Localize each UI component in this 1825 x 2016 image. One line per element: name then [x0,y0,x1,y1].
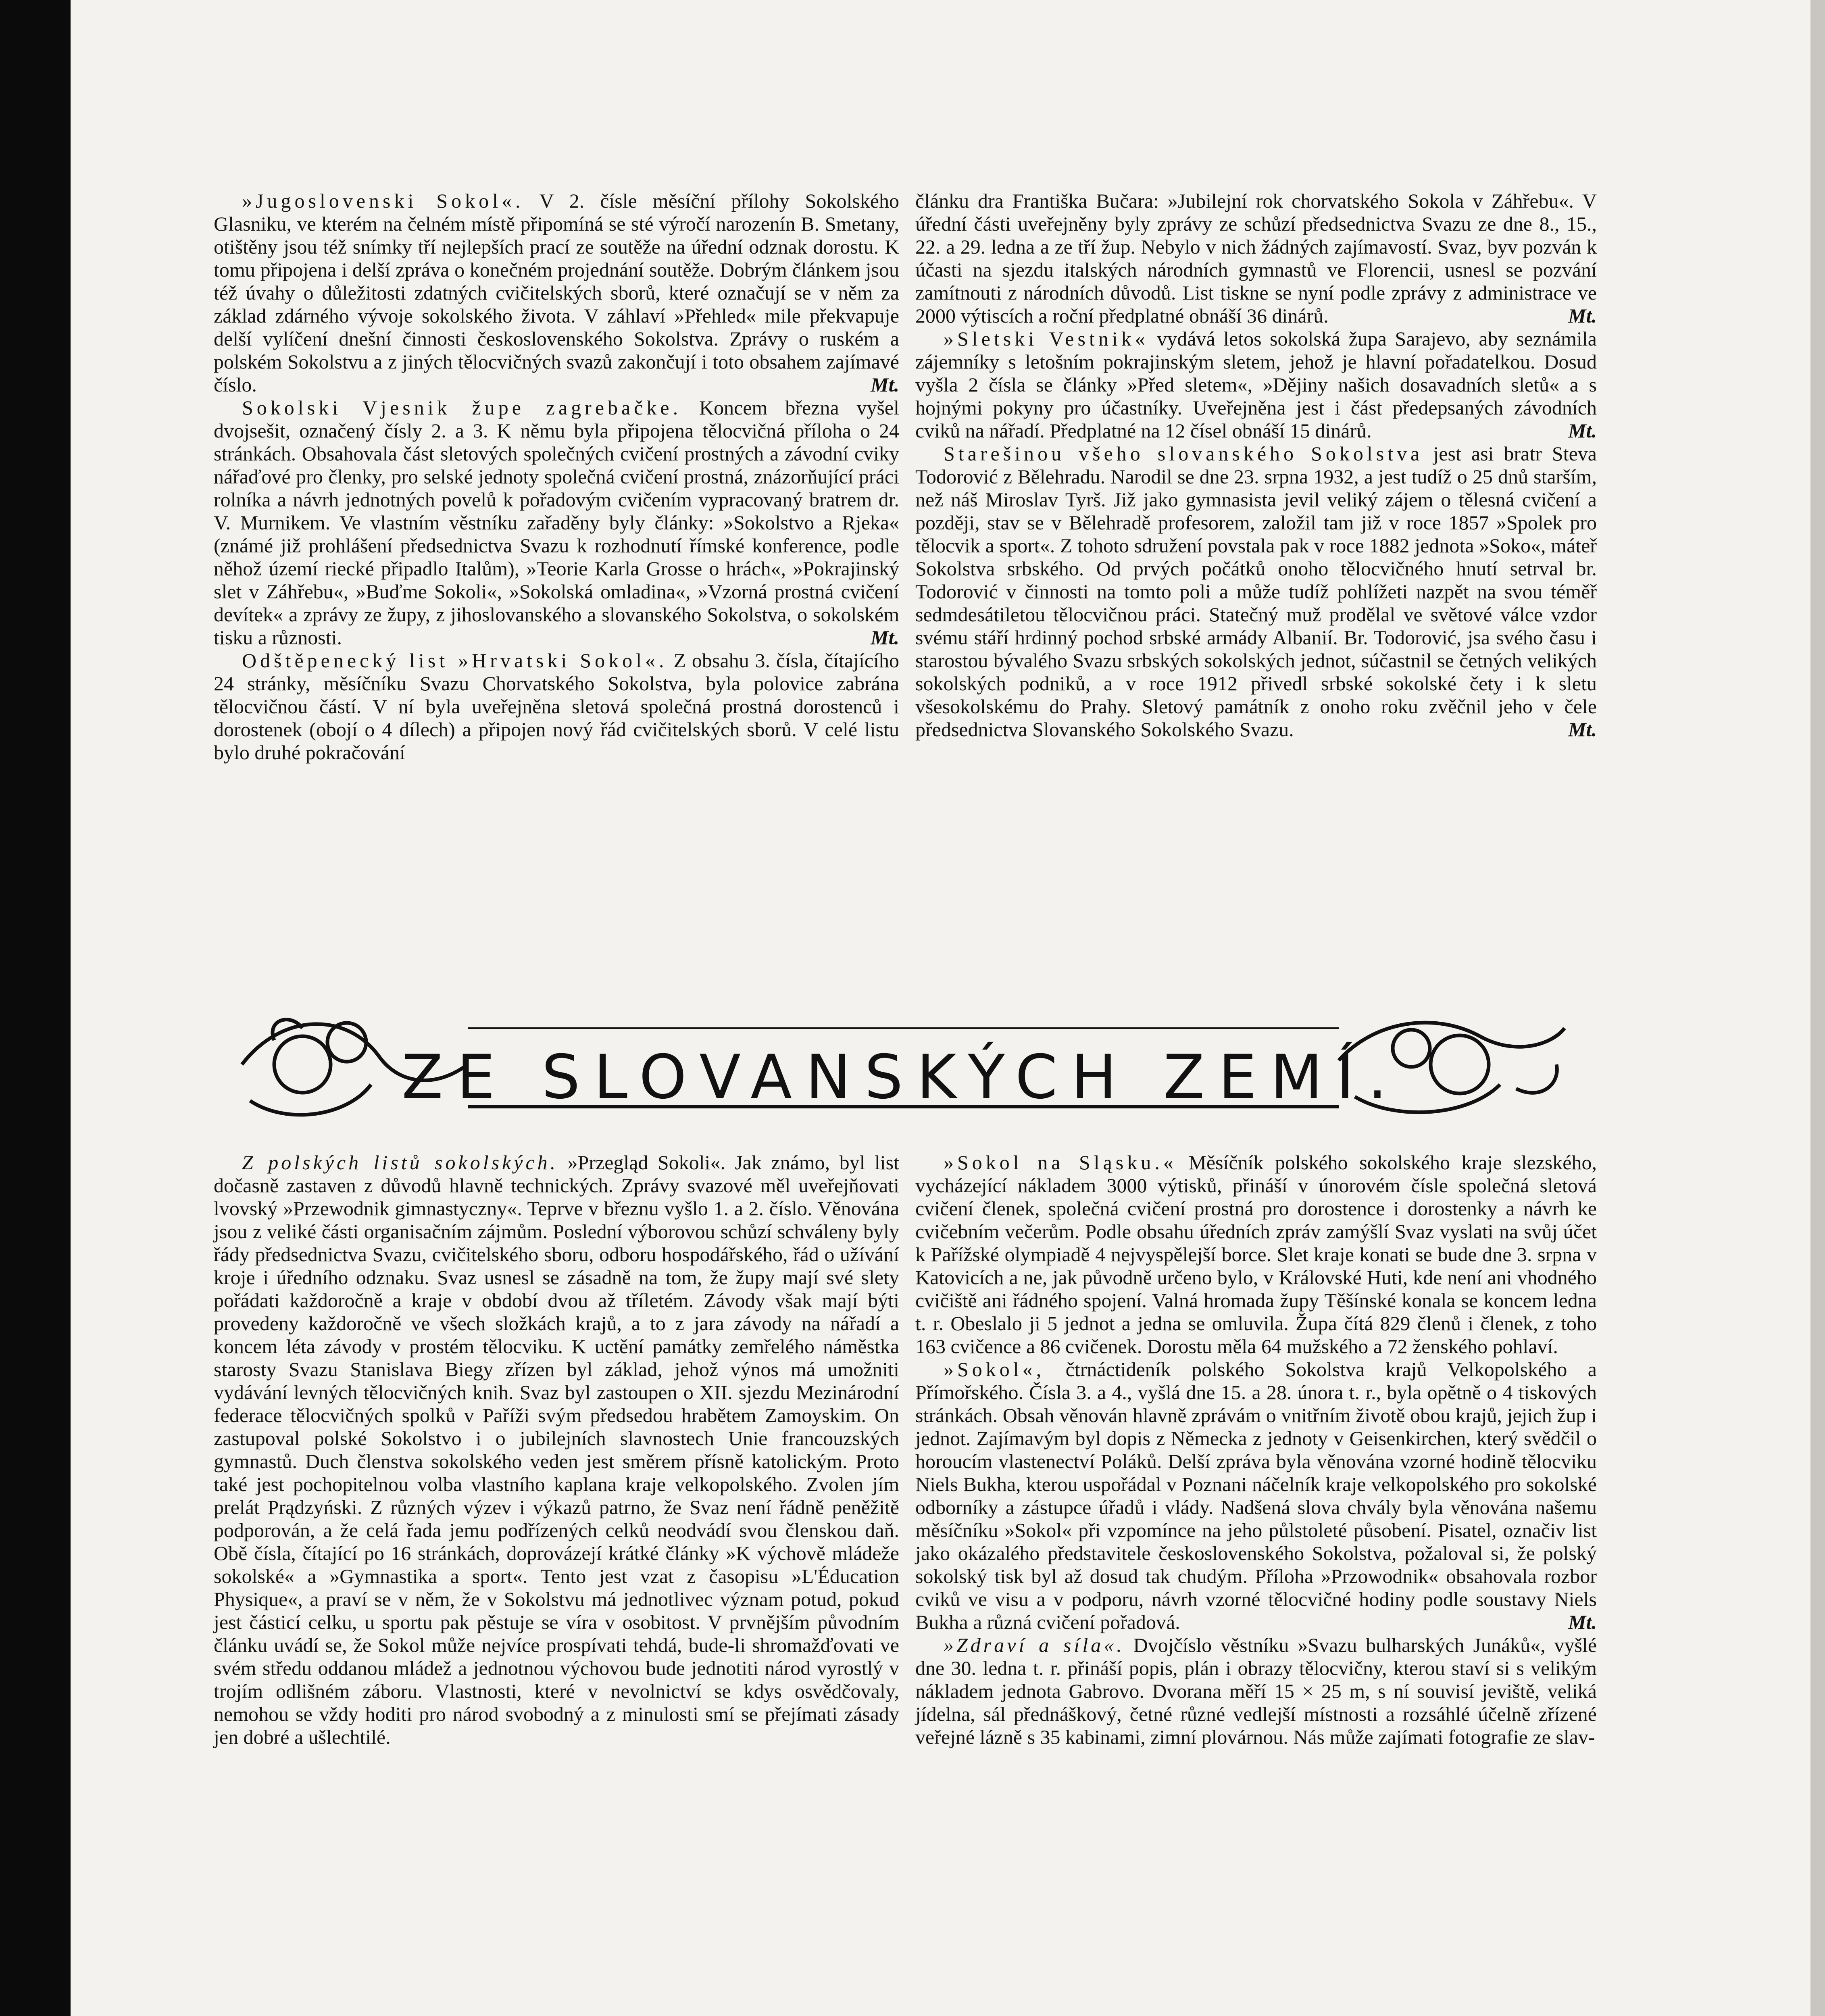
article-text: V 2. čísle měsíční přílohy Sokolského Glasniku, ve kterém na čelném místě připomíná se sté výročí narozenín B. Smetany, otištěny jsou též snímky tří nejlepších prací ze soutěže na úřední odznak dorostu. K tomu připojena i delší zpráva o konečném projednání soutěže. Dobrým článkem jsou též úvahy o důležitosti zdatných cvičitelských sborů, které označují se v něm za základ zdárného vývoje sokolského života. V záhlaví »Přehled« mile překvapuje delší vylíčení dnešní činnosti československého Sokolstva. Zprávy o ruském a polském Sokolstvu a z jiných tělocvičných svazů zakončují i toto obsahem zajímavé číslo. [214,190,899,396]
article-paragraph [915,327,1597,442]
author-signature: Mt. [1568,718,1597,741]
column-bottom-right [915,1151,1597,1749]
article-lead: Sokolski Vjesnik župe zagrebačke. [242,396,682,419]
article-lead: Odštěpenecký list »Hrvatski Sokol«. [242,649,668,672]
article-text: »Przegląd Sokoli«. Jak známo, byl list dočasně zastaven z důvodů hlavně technických. Zprávy svazové měl uveřejňovati lvovský »Przewodnik gimnastyczny«. Teprve v březnu vyšlo 1. a 2. číslo. Věnována jsou z veliké části organisačním zájmům. Poslední výborovou schůzí schváleny byly řády předsednictva Svazu, cvičitelského sboru, odboru hospodářského, řád o užívání kroje i úředního odznaku. Svaz usnesl se zásadně na tom, že župy mají své slety pořádati každoročně a kraje v období dvou až tříletém. Závody však mají býti provedeny každoročně ve všech složkách krajů, a to z jara závody na nářadí a koncem léta závody v prostém tělocviku. K uctění památky zemřelého náměstka starosty Svazu Stanislava Biegy zřízen byl základ, jehož výnos má umožniti vydávání levných tělocvičných knih. Svaz byl zastoupen o XII. sjezdu Mezinárodní federace tělocvičných spolků v Paříži svým předsedou hrabětem Zamoyskim. On zastupoval polské Sokolstvo i o jubilejních slavnostech Unie francouzských gymnastů. Duch členstva sokolského veden jest směrem přísně katolickým. Proto také jest pochopitelnou volba vlastního kaplana kraje velkopolského. Zvolen jím prelát Prądzyński. Z různých výzev i výkazů patrno, že Svaz není řádně peněžitě podporován, a že celá řada jemu podřízených celků neodvádí svou členskou daň. Obě čísla, čítající po 16 stránkách, doprovázejí krátké články »K výchově mládeže sokolské« a »Gymnastika a sport«. Tento jest vzat z časopisu »L'Éducation Physique«, a praví se v něm, že v Sokolstvu má jednotlivec význam potud, pokud jest částicí celku, u sportu pak pěstuje se víra v osobitost. V prvnějším původním článku uvádí se, že Sokol může nejvíce prospívati tehdá, bude-li shromažďovati ve svém středu oddanou mládež a jednotnou výchovou bude jednotiti národ vyrostlý v trojím odlišném záboru. Vlastnosti, které v nevolnictví se kdys osvědčovaly, nemohou se vždy hoditi pro národ svobodný a z minulosti smí se přejímati zásady jen dobré a ušlechtilé. [214,1151,899,1748]
author-signature: Mt. [1568,304,1597,327]
section-heading-banner [226,1004,1577,1125]
author-signature: Mt. [871,626,899,649]
article-paragraph [915,1634,1597,1749]
article-text: jest asi bratr Steva Todorović z Bělehradu. Narodil se dne 23. srpna 1932, a jest tudíž o 25 dnů starším, než náš Miroslav Tyrš. Již jako gymnasista jevil veliký zájem o tělesná cvičení a později, stav se v Bělehradě profesorem, založil tam již v roce 1857 »Spolek pro tělocvik a sport«. Z tohoto sdružení povstala pak v roce 1882 jednota »Soko«, máteř Sokolstva srbského. Od prvých počátků onoho tělocvičného hnutí setrval br. Todorović v činnosti na tomto poli a může tudíž pohlížeti nazpět na svou téměř sedmdesátiletou tělocvičnou práci. Statečný muž prodělal ve světové válce vzdor svému stáří hrdinný pochod srbské armády Albanií. Br. Todorović, jsa svého času i starostou bývalého Svazu srbských sokolských jednot, súčastnil se četných velikých sokolských podniků, a v roce 1912 přivedl srbské sokolské čety i k sletu všesokolskému do Prahy. Sletový památník z onoho roku zvěčnil jeho v čele předsednictva Slovanského Sokolského Svazu. [915,442,1597,741]
article-paragraph [915,190,1597,327]
scan-border-left [0,0,71,2016]
article-paragraph [214,649,899,764]
article-lead: »Zdraví a síla«. [944,1634,1125,1656]
article-paragraph [214,1151,899,1749]
article-text: článku dra Františka Bučara: »Jubilejní rok chorvatského Sokola v Záhřebu«. V úřední části uveřejněny byly zprávy ze schůzí předsednictva Svazu ze dne 8., 15., 22. a 29. ledna a ze tří žup. Nebylo v nich žádných zajímavostí. Svaz, byv pozván k účasti na sjezdu italských národních gymnastů ve Florencii, usnesl se pozvání zamítnouti z národních důvodů. List tiskne se nyní podle zprávy z administrace ve 2000 výtiscích a roční předplatné obnáší 36 dinárů. [915,190,1597,327]
article-lead: Starešinou všeho slovanského Sokolstva [944,442,1423,465]
article-text: Dvojčíslo věstníku »Svazu bulharských Junáků«, vyšlé dne 30. ledna t. r. přináší popis, plán i obrazy tělocvičny, kterou staví si s velikým nákladem jednota Gabrovo. Dvorana měří 15 × 25 m, s ní souvisí jeviště, veliká jídelna, sál přednáškový, četné různé vedlejší místnosti a rozsáhlé účelně zřízené veřejné lázně s 35 kabinami, zimní plovárnou. Nás může zajímati fotografie ze slav- [915,1634,1597,1748]
article-lead: »Sokol«, [944,1358,1045,1381]
section-heading: ZE SLOVANSKÝCH ZEMÍ. [402,1042,1401,1112]
author-signature: Mt. [871,373,899,396]
article-paragraph [915,442,1597,741]
article-lead: »Sletski Vestnik« [944,327,1149,350]
author-signature: Mt. [1568,1611,1597,1633]
article-paragraph [214,190,899,396]
article-text: Koncem března vyšel dvojsešit, označený čísly 2. a 3. K němu byla připojena tělocvičná příloha o 24 stránkách. Obsahovala část sletových společných cvičení prostných a závodní cviky nářaďové pro členky, pro selské jednoty společná cvičení prostná, znázorňující práci rolníka a návrh jednotných povelů k pořadovým cvičením vypracovaný bratrem dr. V. Murnikem. Ve vlastním věstníku zařaděny byly články: »Sokolstvo a Rjeka« (známé již prohlášení předsednictva Svazu k rozhodnutí římské konference, podle něhož území riecké připadlo Italům), »Teorie Karla Grosse o hrách«, »Pokrajinský slet v Záhřebu«, »Buďme Sokoli«, »Sokolská omladina«, »Vzorná prostná cvičení devítek« a zprávy ze župy, z jihoslovanského a slovanského Sokolstva, o sokolském tisku a různosti. [214,396,899,649]
column-top-right [915,190,1597,741]
article-lead: »Sokol na Sląsku.« [944,1151,1177,1174]
article-paragraph [915,1358,1597,1634]
scan-border-right [1810,0,1825,2016]
column-bottom-left [214,1151,899,1749]
article-text: vydává letos sokolská župa Sarajevo, aby seznámila zájemníky s letošním pokrajinským sletem, jehož je hlavní pořadatelkou. Dosud vyšla 2 čísla se články »Před sletem«, »Dějiny našich dosavadních sletů« a s hojnými pokyny pro účastníky. Uveřejněna jest i část předepsaných závodních cviků na nářadí. Předplatné na 12 čísel obnáší 15 dinárů. [915,327,1597,442]
article-text: Měsíčník polského sokolského kraje slezského, vycházející nákladem 3000 výtisků, přináší v únorovém čísle společná sletová cvičení členek, společná cvičení prostná pro dorostence i dorostenky a návrh ke cvičebním večerům. Podle obsahu úředních zpráv zamýšlí Svaz vyslati na svůj účet k Pařížské olympiadě 4 nejvyspělejší borce. Slet kraje konati se bude dne 3. srpna v Katovicích a ne, jak původně určeno bylo, v Královské Huti, kde není ani vhodného cvičiště ani řádného spojení. Valná hromada župy Těšínské konala se koncem ledna t. r. Obeslalo ji 5 jednot a jedna se omluvila. Župa čítá 829 členů i členek, z toho 163 cvičence a 86 cvičenek. Dorostu měla 64 mužského a 72 ženského pohlaví. [915,1151,1597,1358]
article-text: čtrnáctideník polského Sokolstva krajů Velkopolského a Přímořského. Čísla 3. a 4., vyšlá dne 15. a 28. února t. r., byla opětně o 4 tiskových stránkách. Obsah věnován hlavně zprávám o vnitřním životě obou krajů, jejich žup i jednot. Zajímavým byl dopis z Německa z jednoty v Geisenkirchen, který svědčil o horoucím vlastenectví Poláků. Delší zpráva byla věnována vzorné hodině tělocviku Niels Bukha, kterou uspořádal v Poznani náčelník kraje velkopolského pro sokolské odborníky a zástupce úřadů i vlády. Nadšená slova chvály byla věnována našemu měsíčníku »Sokol« při vzpomínce na jeho půlstoleté působení. Pisatel, označiv list jako okázalého představitele československého Sokolstva, požaloval si, že polský sokolský tisk byl až dosud tak chudým. Příloha »Przowodnik« obsahovala rozbor cviků ve visu a v podporu, návrh vzorné tělocvičné hodiny podle soustavy Niels Bukha a různá cvičení pořadová. [915,1358,1597,1633]
article-text: Z obsahu 3. čísla, čítajícího 24 stránky, měsíčníku Svazu Chorvatského Sokolstva, byla polovice zabrána tělocvičnou částí. V ní byla uveřejněna sletová společná prostná dorostenců i dorostenek (obojí o 4 dílech) a připojen nový řád cvičitelských sborů. V celé listu bylo druhé pokračování [214,649,899,764]
column-top-left [214,190,899,764]
article-lead: »Jugoslovenski Sokol«. [242,190,524,212]
article-lead: Z polských listů sokolských. [242,1151,558,1174]
article-paragraph [214,396,899,649]
author-signature: Mt. [1568,419,1597,442]
article-paragraph [915,1151,1597,1358]
